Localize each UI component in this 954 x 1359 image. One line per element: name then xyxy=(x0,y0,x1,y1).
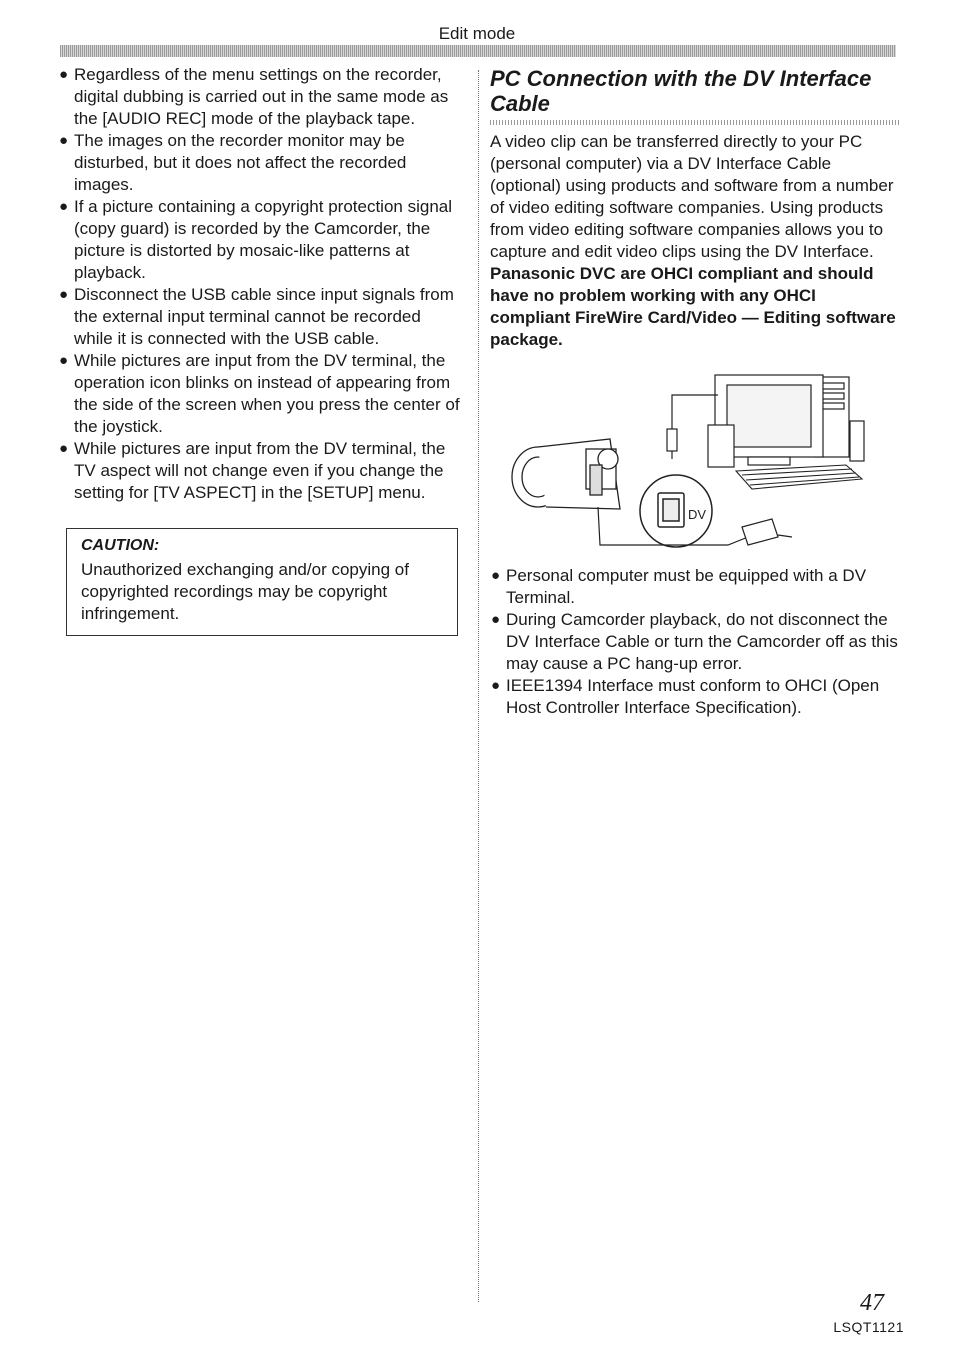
page-header-title: Edit mode xyxy=(438,24,516,43)
page-number: 47 xyxy=(860,1290,884,1316)
bullet-icon: ● xyxy=(59,352,69,369)
right-bullet-list xyxy=(490,565,900,719)
bullet-icon: ● xyxy=(59,286,69,303)
list-item: ● Disconnect the USB cable since input signals from the external input terminal cannot be recorded while it is connected with the USB cable. xyxy=(59,285,454,348)
section-title: PC Connection with the DV Interface Cable xyxy=(490,66,872,116)
list-item: ● IEEE1394 Interface must conform to OHCI (Open Host Controller Interface Specification). xyxy=(491,676,880,717)
list-item: ● While pictures are input from the DV terminal, the operation icon blinks on instead of appearing from the side of the screen when you press the center of the joystick. xyxy=(59,351,460,436)
bullet-icon: ● xyxy=(59,66,69,83)
dv-label: DV xyxy=(688,507,707,522)
list-item: ● While pictures are input from the DV terminal, the TV aspect will not change even if you change the setting for [TV ASPECT] in the [SETUP] menu. xyxy=(59,439,446,502)
list-item: ● Personal computer must be equipped with a DV Terminal. xyxy=(491,566,867,607)
keyboard-icon xyxy=(736,465,862,489)
left-column xyxy=(58,64,464,636)
dv-plug-icon xyxy=(667,429,677,451)
bullet-icon: ● xyxy=(491,677,501,694)
list-item: ● Regardless of the menu settings on the recorder, digital dubbing is carried out in the same mode as the [AUDIO REC] mode of the playback tape. xyxy=(59,65,449,128)
connection-illustration xyxy=(490,359,900,559)
bullet-icon: ● xyxy=(59,198,69,215)
document-code: LSQT1121 xyxy=(833,1319,904,1335)
ac-adaptor-icon xyxy=(742,519,792,545)
speaker-icon xyxy=(850,421,864,461)
list-item: ● During Camcorder playback, do not disconnect the DV Interface Cable or turn the Camcorder off as this may cause a PC hang-up error. xyxy=(491,610,898,673)
right-column xyxy=(490,64,900,719)
bullet-icon: ● xyxy=(59,440,69,457)
caution-box xyxy=(66,528,458,636)
speaker-icon xyxy=(708,425,734,467)
intro-paragraph: A video clip can be transferred directly to your PC (personal computer) via a DV Interface Cable (optional) using products and software from a number of video editing software companies. Using products from video editing software companies allows you to capture and edit video clips using the DV Interface. xyxy=(490,132,894,261)
camcorder-icon xyxy=(512,439,620,509)
column-divider xyxy=(478,70,479,1302)
bullet-icon: ● xyxy=(491,611,501,628)
title-rule xyxy=(490,120,900,125)
list-item: ● The images on the recorder monitor may be disturbed, but it does not affect the recorded images. xyxy=(59,131,407,194)
list-item: ● If a picture containing a copyright protection signal (copy guard) is recorded by the Camcorder, the picture is distorted by mosaic-like patterns at playback. xyxy=(59,197,453,282)
compatibility-note: Panasonic DVC are OHCI compliant and should have no problem working with any OHCI compliant FireWire Card/Video — Editing software package. xyxy=(490,264,896,349)
connection-diagram xyxy=(490,359,900,559)
dv-cable xyxy=(672,395,718,429)
bullet-icon: ● xyxy=(491,567,501,584)
caution-title: CAUTION: xyxy=(81,537,160,554)
header-band xyxy=(60,45,896,57)
left-bullet-list xyxy=(58,64,464,504)
caution-text: Unauthorized exchanging and/or copying of copyrighted recordings may be copyright infringement. xyxy=(81,560,409,623)
bullet-icon: ● xyxy=(59,132,69,149)
